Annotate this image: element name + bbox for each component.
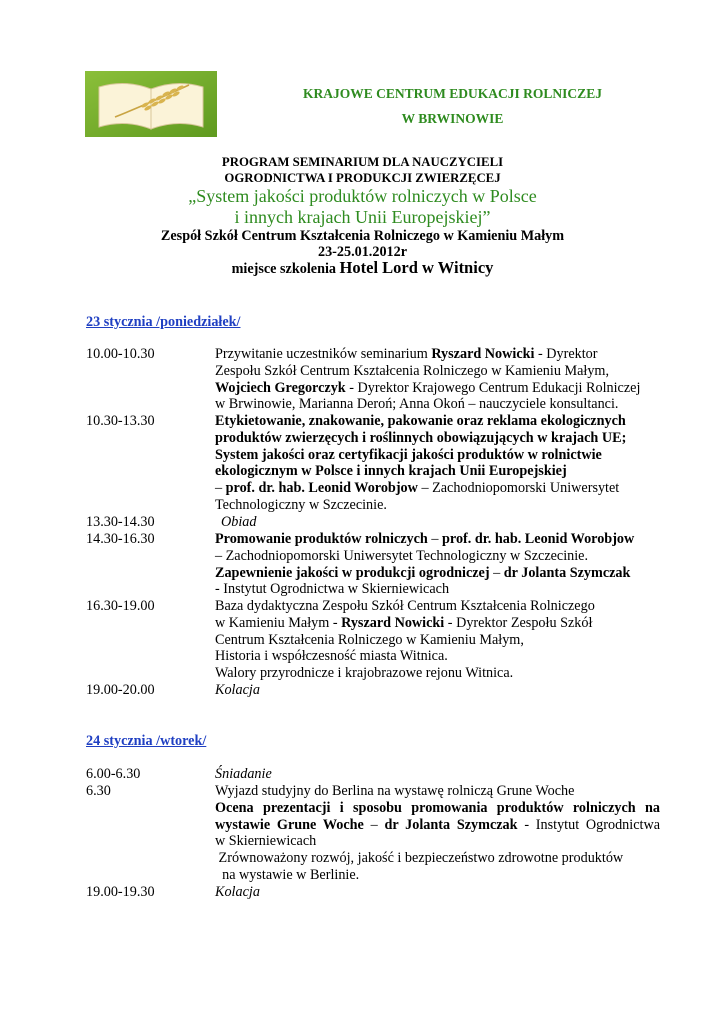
org-name-line2: W BRWINOWIE <box>401 111 504 126</box>
org-name-line1: KRAJOWE CENTRUM EDUKACJI ROLNICZEJ <box>303 86 602 101</box>
venue-name: Hotel Lord w Witnicy <box>339 258 494 277</box>
desc-line: Centrum Kształcenia Rolniczego w Kamieniu Małym, <box>215 631 524 648</box>
seminar-dates: 23-25.01.2012r <box>317 244 408 260</box>
day1-desc-5 <box>215 598 660 682</box>
desc-line: Wojciech Gregorczyk - Dyrektor Krajowego Centrum Edukacji Rolniczej <box>215 379 641 396</box>
school-name: Zespół Szkół Centrum Kształcenia Rolniczego w Kamieniu Małym <box>160 228 565 244</box>
desc-line: w Brwinowie, Marianna Deroń; Anna Okoń – nauczyciele konsultanci. <box>215 396 619 413</box>
desc-line: Kolacja <box>215 884 260 900</box>
desc-line: System jakości oraz certyfikacji jakości produktów w rolnictwie <box>215 446 602 463</box>
desc-line: wystawie Grune Woche – dr Jolanta Szymczak - Instytut Ogrodnictwa <box>215 816 660 833</box>
desc-line: Kolacja <box>215 682 260 698</box>
day1-heading[interactable]: 23 stycznia /poniedziałek/ <box>86 314 241 330</box>
kcer-logo <box>85 71 217 137</box>
day2-desc-1 <box>215 766 660 783</box>
day1-desc-1 <box>215 346 660 413</box>
desc-line: w Kamieniu Małym - Ryszard Nowicki - Dyrektor Zespołu Szkół <box>215 614 593 631</box>
day2-desc-3 <box>215 884 660 901</box>
desc-line: Promowanie produktów rolniczych – prof. dr. hab. Leonid Worobjow <box>215 531 635 547</box>
desc-line: Śniadanie <box>215 766 272 782</box>
day1-desc-4 <box>215 531 660 598</box>
day2-time-3: 19.00-19.30 <box>86 884 155 900</box>
day1-time-6: 19.00-20.00 <box>86 682 155 698</box>
day2-time-1: 6.00-6.30 <box>86 766 141 782</box>
desc-line: Przywitanie uczestników seminarium Ryszard Nowicki - Dyrektor <box>215 346 598 362</box>
desc-line: Baza dydaktyczna Zespołu Szkół Centrum Kształcenia Rolniczego <box>215 598 595 614</box>
day1-desc-6 <box>215 682 660 699</box>
desc-line: Obiad <box>221 514 257 530</box>
desc-line: produktów zwierzęcych i roślinnych obowiązujących w krajach UE; <box>215 429 627 446</box>
desc-line: – Zachodniopomorski Uniwersytet Technologiczny w Szczecinie. <box>215 547 589 564</box>
day1-time-1: 10.00-10.30 <box>86 346 155 362</box>
day1-time-4: 14.30-16.30 <box>86 531 155 547</box>
day1-time-5: 16.30-19.00 <box>86 598 155 614</box>
desc-line: Zespołu Szkół Centrum Kształcenia Rolniczego w Kamieniu Małym, <box>215 362 610 379</box>
desc-line: Etykietowanie, znakowanie, pakowanie oraz reklama ekologicznych <box>215 413 626 429</box>
desc-line: Zapewnienie jakości w produkcji ogrodniczej – dr Jolanta Szymczak <box>215 564 631 581</box>
day1-time-3: 13.30-14.30 <box>86 514 155 530</box>
day2-time-2: 6.30 <box>86 783 111 799</box>
day2-heading[interactable]: 24 stycznia /wtorek/ <box>86 733 207 749</box>
desc-line: Ocena prezentacji i sposobu promowania produktów rolniczych na <box>215 799 660 816</box>
venue-line <box>0 260 725 278</box>
seminar-title-line1: „System jakości produktów rolniczych w Polsce <box>188 186 537 206</box>
desc-line: ekologicznym w Polsce i innych krajach Unii Europejskiej <box>215 463 567 480</box>
day1-desc-3 <box>221 514 666 531</box>
desc-line: na wystawie w Berlinie. <box>215 866 360 883</box>
desc-line: Technologiczny w Szczecinie. <box>215 496 387 513</box>
desc-line: w Skierniewicach <box>215 833 317 850</box>
day1-desc-2 <box>215 413 660 514</box>
desc-line: - Instytut Ogrodnictwa w Skierniewicach <box>215 581 450 598</box>
day2-desc-2 <box>215 783 660 884</box>
desc-line: Walory przyrodnicze i krajobrazowe rejonu Witnica. <box>215 665 514 682</box>
desc-line: Zrównoważony rozwój, jakość i bezpieczeństwo zdrowotne produktów <box>215 850 624 867</box>
desc-line: – prof. dr. hab. Leonid Worobjow – Zachodniopomorski Uniwersytet <box>215 480 620 497</box>
program-line2: OGRODNICTWA I PRODUKCJI ZWIERZĘCEJ <box>224 171 501 185</box>
desc-line: Wyjazd studyjny do Berlina na wystawę rolniczą Grune Woche <box>215 783 575 799</box>
venue-prefix: miejsce szkolenia <box>231 261 340 277</box>
desc-line: Historia i współczesność miasta Witnica. <box>215 648 448 665</box>
program-line1: PROGRAM SEMINARIUM DLA NAUCZYCIELI <box>221 155 504 169</box>
day1-time-2: 10.30-13.30 <box>86 413 155 429</box>
seminar-title-line2: i innych krajach Unii Europejskiej” <box>234 207 491 227</box>
